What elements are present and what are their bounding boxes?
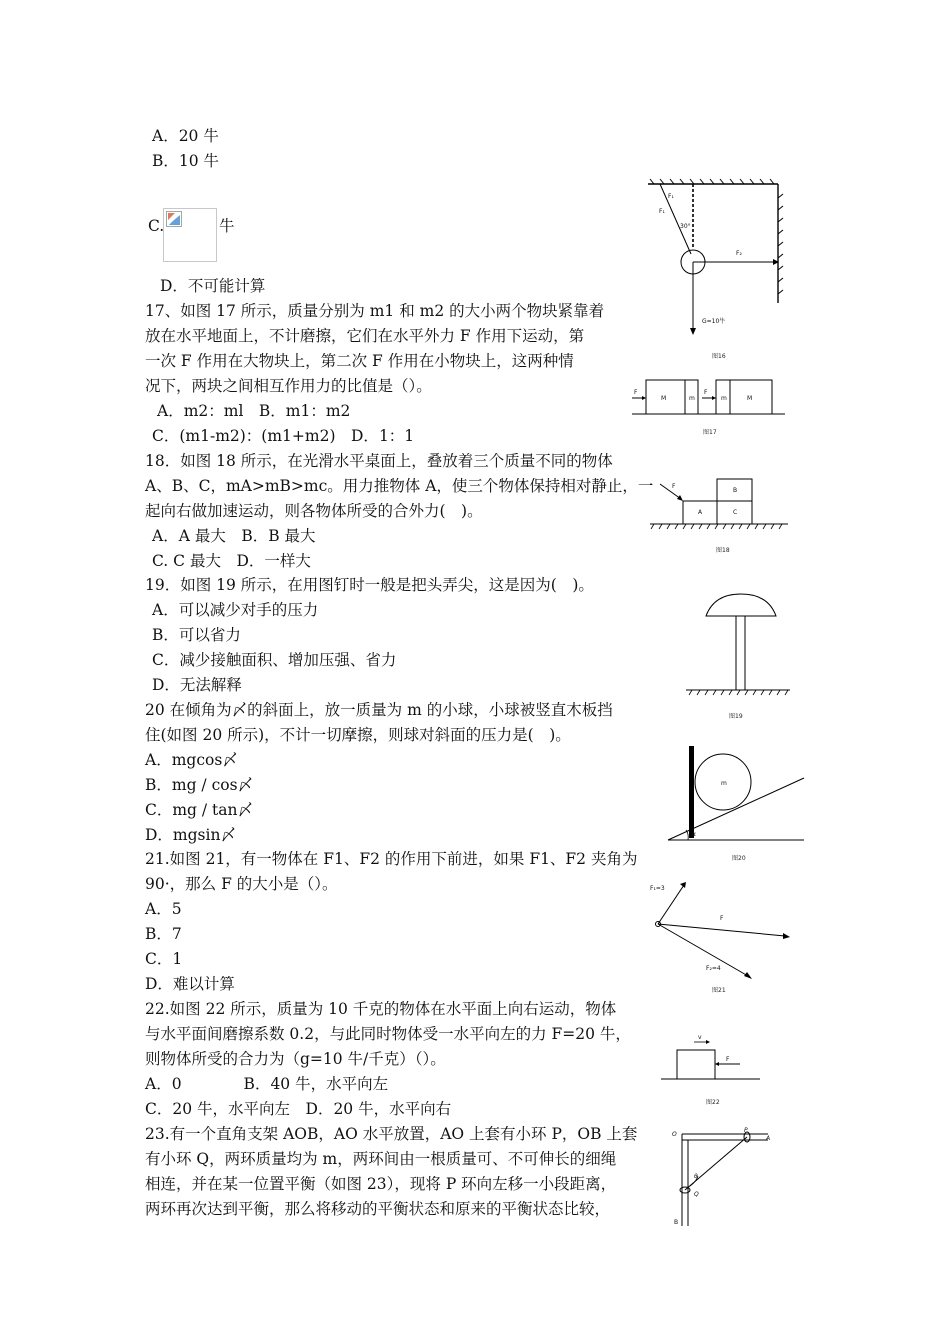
fig21-label-f: F — [720, 915, 724, 922]
q17-text-line-1: 17、如图 17 所示，质量分别为 m1 和 m2 的大小两个物块紧靠着 — [145, 302, 605, 320]
figure-18 — [648, 474, 798, 558]
q19-option-d: D．无法解释 — [152, 676, 242, 694]
fig23-label-b: B — [674, 1219, 679, 1226]
q22-options-cd: C．20 牛，水平向左 D．20 牛，水平向右 — [145, 1100, 452, 1118]
fig16-label-angle: 30° — [680, 223, 691, 230]
q21-text-line-2: 90·，那么 F 的大小是（）。 — [145, 875, 338, 893]
q17-options-ab: A．m2：ml B．m1：m2 — [157, 402, 351, 420]
figure-20 — [664, 742, 809, 864]
fig20-label-m: m — [721, 780, 727, 787]
q18-text-line-3: 起向右做加速运动，则各物体所受的合外力( )。 — [145, 502, 483, 520]
fig16-label-f1-rope: F₁ — [659, 208, 665, 215]
figure-23 — [668, 1126, 783, 1230]
fig23-label-theta: θ — [694, 1173, 698, 1180]
q23-text-line-3: 相连，并在某一位置平衡（如图 23），现将 P 环向左移一小段距离， — [145, 1175, 617, 1193]
q21-option-d: D．难以计算 — [145, 975, 235, 993]
q16-option-d: D．不可能计算 — [160, 277, 266, 295]
figure-16 — [640, 178, 790, 368]
figure-22 — [656, 1034, 766, 1108]
fig17-label-big-m-right: M — [747, 395, 753, 402]
figure-17 — [630, 376, 790, 438]
fig18-label-c: C — [733, 509, 738, 516]
q16-option-c-prefix: C. — [148, 217, 165, 235]
fig17-label-f-left: F — [634, 389, 638, 396]
q21-option-c: C．1 — [145, 950, 183, 968]
q19-option-c: C．减少接触面积、增加压强、省力 — [152, 651, 397, 669]
q18-text-line-1: 18．如图 18 所示，在光滑水平桌面上，叠放着三个质量不同的物体 — [145, 452, 613, 470]
q17-text-line-2: 放在水平地面上，不计磨擦，它们在水平外力 F 作用下运动，第 — [145, 327, 585, 345]
q21-option-b: B．7 — [145, 925, 182, 943]
q20-text-line-1: 20 在倾角为〆的斜面上，放一质量为 m 的小球，小球被竖直木板挡 — [145, 701, 613, 719]
fig20-label-alpha: α — [692, 831, 696, 838]
q22-text-line-1: 22.如图 22 所示，质量为 10 千克的物体在水平面上向右运动，物体 — [145, 1000, 617, 1018]
q20-option-c: C．mg / tan〆 — [145, 801, 254, 819]
fig22-caption: 图22 — [706, 1099, 720, 1106]
q16-option-a: A．20 牛 — [152, 127, 219, 145]
q20-option-a: A．mgcos〆 — [145, 751, 238, 769]
fig18-caption: 图18 — [716, 547, 730, 554]
q23-text-line-1: 23.有一个直角支架 AOB，AO 水平放置，AO 上套有小环 P，OB 上套 — [145, 1125, 638, 1143]
fig18-label-b: B — [733, 487, 738, 494]
fig21-label-f1: F₁=3 — [650, 885, 665, 892]
fig18-label-f: F — [672, 483, 676, 490]
fig16-label-f1: F₁ — [668, 193, 674, 200]
fig17-label-small-m-left: m — [689, 395, 695, 402]
fig17-caption: 图17 — [703, 429, 717, 436]
fig23-label-q: Q — [694, 1191, 699, 1198]
fig23-label-o: O — [672, 1131, 677, 1138]
q18-text-line-2: A、B、C，mA>mB>mc。用力推物体 A，使三个物体保持相对静止，一 — [145, 477, 654, 495]
broken-image-icon — [163, 208, 217, 262]
q19-option-a: A．可以减少对手的压力 — [152, 601, 319, 619]
q20-option-b: B．mg / cos〆 — [145, 776, 254, 794]
q21-text-line-1: 21.如图 21，有一物体在 F1、F2 的作用下前进，如果 F1、F2 夹角为 — [145, 850, 638, 868]
q19-text-line-1: 19．如图 19 所示，在用图钉时一般是把头弄尖，这是因为( )。 — [145, 576, 594, 594]
fig21-label-f2: F₂=4 — [706, 965, 721, 972]
fig21-caption: 图21 — [712, 987, 726, 994]
q17-text-line-4: 况下，两块之间相互作用力的比值是（）。 — [145, 377, 432, 395]
fig16-label-weight: G=10牛 — [702, 318, 726, 325]
figure-19 — [684, 592, 794, 722]
fig16-caption: 图16 — [712, 353, 726, 360]
q22-text-line-3: 则物体所受的合力为（g=10 牛/千克）（）。 — [145, 1050, 446, 1068]
fig17-label-f-right: F — [704, 389, 708, 396]
fig20-caption: 图20 — [732, 855, 746, 862]
q22-options-ab: A．0 B．40 牛，水平向左 — [145, 1075, 389, 1093]
figure-21 — [640, 876, 795, 996]
q22-text-line-2: 与水平面间磨擦系数 0.2，与此同时物体受一水平向左的力 F=20 牛， — [145, 1025, 631, 1043]
fig22-label-v: v — [698, 1034, 702, 1041]
q21-option-a: A．5 — [145, 900, 182, 918]
fig23-label-p: P — [744, 1127, 748, 1134]
q17-options-cd: C．(m1-m2)：(m1+m2) D．1：1 — [152, 427, 415, 445]
q17-text-line-3: 一次 F 作用在大物块上，第二次 F 作用在小物块上，这两种情 — [145, 352, 574, 370]
q23-text-line-2: 有小环 Q，两环质量均为 m，两环间由一根质量可、不可伸长的细绳 — [145, 1150, 617, 1168]
fig18-label-a: A — [698, 509, 703, 516]
fig17-label-big-m-left: M — [661, 395, 667, 402]
q16-option-c-suffix: 牛 — [219, 217, 235, 235]
q19-option-b: B．可以省力 — [152, 626, 241, 644]
q23-text-line-4: 两环再次达到平衡，那么将移动的平衡状态和原来的平衡状态比较， — [145, 1200, 611, 1218]
q18-options-cd: C. C 最大 D．一样大 — [152, 552, 311, 570]
fig19-caption: 图19 — [729, 713, 743, 720]
q16-option-b: B．10 牛 — [152, 152, 220, 170]
fig17-label-small-m-right: m — [721, 395, 727, 402]
fig16-label-f2: F₂ — [736, 250, 742, 257]
fig23-label-a: A — [766, 1135, 771, 1142]
fig22-label-f: F — [726, 1056, 730, 1063]
q20-text-line-2: 住(如图 20 所示)，不计一切摩擦，则球对斜面的压力是( )。 — [145, 726, 571, 744]
q18-options-ab: A．A 最大 B．B 最大 — [152, 527, 316, 545]
q20-option-d: D．mgsin〆 — [145, 826, 236, 844]
